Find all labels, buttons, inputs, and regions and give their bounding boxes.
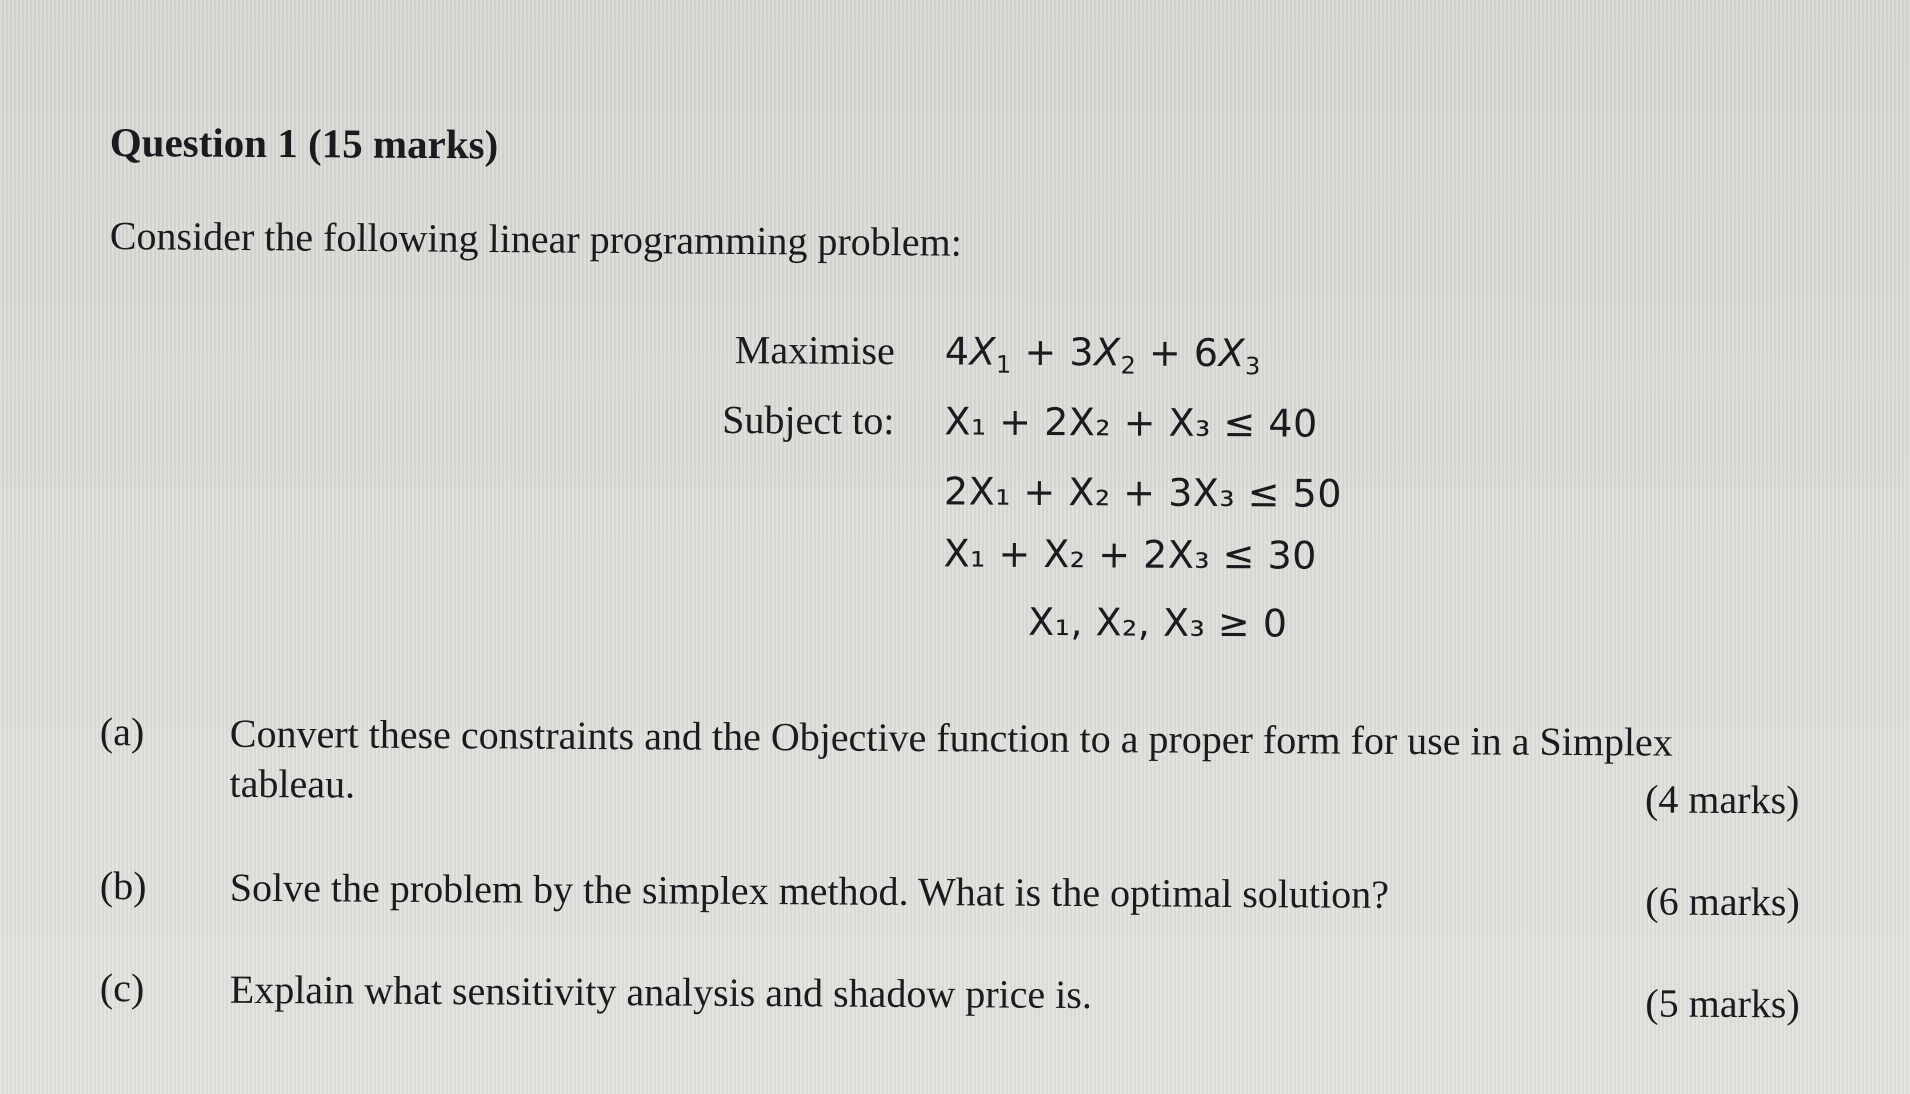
lp-problem <box>718 322 1420 656</box>
constraint-2: 2X₁ + X₂ + 3X₃ ≤ 50 <box>943 469 1343 516</box>
part-c-letter: (c) <box>99 965 145 1011</box>
part-b-text: Solve the problem by the simplex method. What is the optimal solution? <box>229 864 1390 917</box>
constraint-1: X₁ + 2X₂ + X₃ ≤ 40 <box>944 399 1318 446</box>
constraint-3: X₁ + X₂ + 2X₃ ≤ 30 <box>943 531 1318 578</box>
part-a-text-line2: tableau. <box>229 760 356 807</box>
part-c-marks: (5 marks) <box>1645 980 1800 1027</box>
part-a-marks: (4 marks) <box>1644 776 1800 823</box>
objective-function: $4X_1 + 3X_2 + 6X_3$ <box>944 329 1261 381</box>
part-b <box>100 862 1800 932</box>
part-b-letter: (b) <box>99 863 147 909</box>
part-a <box>99 708 1800 828</box>
question-title: Question 1 (15 marks) <box>109 118 499 168</box>
constraints-label: Subject to: <box>722 397 895 444</box>
non-negativity-constraint: X₁, X₂, X₃ ≥ 0 <box>1028 599 1288 646</box>
part-b-marks: (6 marks) <box>1645 878 1800 925</box>
part-c-text: Explain what sensitivity analysis and shadow price is. <box>229 966 1093 1018</box>
part-c <box>100 964 1800 1034</box>
part-a-letter: (a) <box>99 709 145 755</box>
question-intro: Consider the following linear programming problem: <box>109 212 963 265</box>
objective-label: Maximise <box>734 327 895 374</box>
part-a-text-line1: Convert these constraints and the Objective function to a proper form for use in a Simplex <box>229 710 1673 765</box>
